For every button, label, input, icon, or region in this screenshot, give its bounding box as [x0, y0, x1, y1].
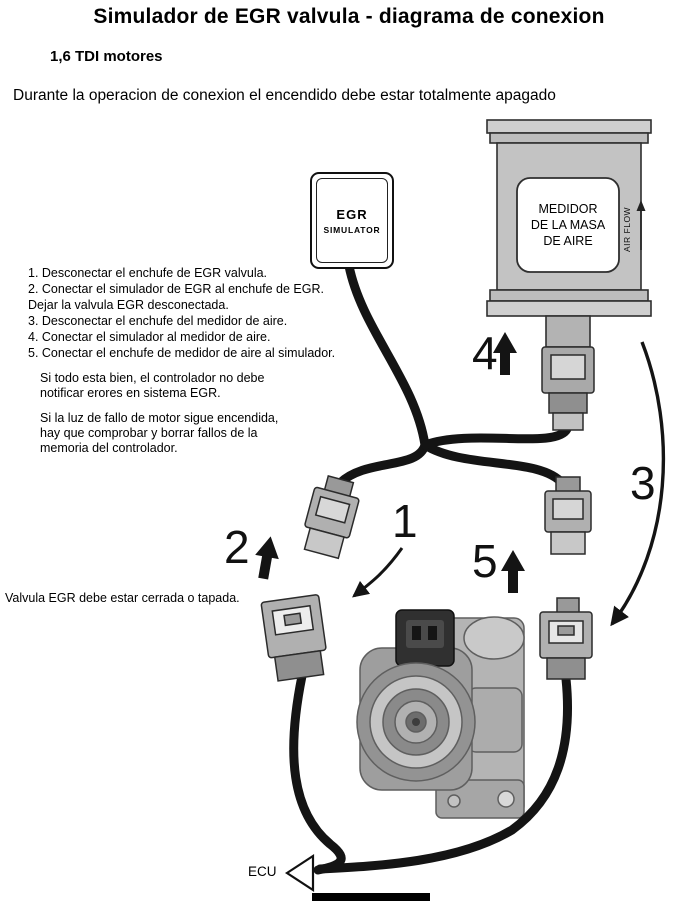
simulator-sublabel: SIMULATOR: [323, 224, 381, 235]
egr-valve-photo: [357, 610, 524, 818]
page-subtitle: 1,6 TDI motores: [50, 48, 163, 65]
maf-label-line1: MEDIDOR: [538, 202, 598, 216]
egr-simulator-inner: [316, 178, 388, 263]
callout-number-3: 3: [630, 457, 656, 509]
arrow-5-up-icon: [501, 550, 525, 593]
maf-label-line3: DE AIRE: [543, 234, 593, 248]
maf-label-line2: DE LA MASA: [530, 218, 606, 232]
connector-maf-harness: [540, 598, 592, 679]
cable-egr-harness-to-ecu: [294, 676, 341, 870]
instruction-note: Si todo esta bien, el controlador no debe notificar erores en sistema EGR.: [40, 371, 265, 400]
connector-maf-plug: [542, 347, 594, 430]
air-flow-label: AIR FLOW: [622, 206, 632, 252]
instructions-list: [28, 266, 380, 456]
arrow-2-up-icon: [251, 534, 282, 581]
warning-text: Durante la operacion de conexion el encendido debe estar totalmente apagado: [13, 87, 556, 104]
simulator-label: EGR: [336, 206, 368, 222]
cable-to-maf-socket-side: [425, 445, 563, 484]
valve-note: Valvula EGR debe estar cerrada o tapada.: [5, 591, 240, 605]
ecu-arrow-icon: [287, 856, 313, 890]
instruction-step: 2. Conectar el simulador de EGR al enchufe de EGR.: [28, 282, 324, 296]
bottom-bar: [312, 893, 430, 901]
maf-sensor-label: [517, 178, 619, 272]
callout-number-5: 5: [472, 535, 498, 587]
instruction-step: 1. Desconectar el enchufe de EGR valvula.: [28, 266, 268, 280]
callout-number-2: 2: [224, 521, 250, 573]
instruction-step: 4. Conectar el simulador al medidor de aire.: [28, 330, 271, 344]
connector-simulator-maf-side: [545, 477, 591, 554]
ecu-label: ECU: [248, 864, 277, 879]
connector-egr-harness: [261, 594, 330, 681]
arrow-1-curve-icon: [354, 548, 402, 596]
page-title: Simulador de EGR valvula - diagrama de conexion: [93, 5, 605, 28]
callout-number-1: 1: [392, 495, 418, 547]
instruction-note: Si la luz de fallo de motor sigue encendida, hay que comprobar y borrar fallos de la memoria del controlador.: [40, 411, 279, 455]
callout-number-4: 4: [472, 327, 498, 379]
instruction-step: 3. Desconectar el enchufe del medidor de aire.: [28, 314, 288, 328]
connector-simulator-egr-side: [299, 473, 363, 559]
instruction-step: 5. Conectar el enchufe de medidor de aire al simulador.: [28, 346, 336, 360]
cable-maf-plug: [425, 429, 567, 445]
egr-simulator-box: [310, 172, 394, 269]
instruction-step: Dejar la valvula EGR desconectada.: [28, 298, 229, 312]
